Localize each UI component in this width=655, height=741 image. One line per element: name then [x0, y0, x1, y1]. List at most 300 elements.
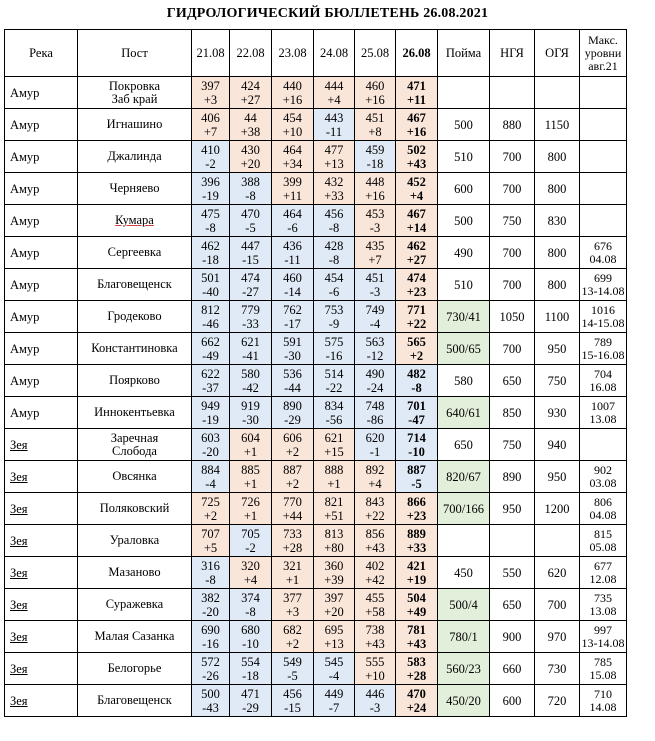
level-value: 446 — [365, 686, 385, 701]
level-value: 949 — [201, 398, 220, 413]
oya-cell: 1100 — [535, 301, 580, 333]
max-level-value: 815 — [594, 526, 612, 541]
nya-cell: 650 — [490, 365, 535, 397]
level-value: 714 — [407, 430, 426, 445]
nya-cell: 950 — [490, 493, 535, 525]
post-name: Гродеково — [107, 309, 162, 323]
max-level-value: 676 — [594, 238, 612, 253]
level-change: +43 — [406, 156, 427, 171]
level-change: -7 — [328, 700, 340, 715]
table-row — [5, 525, 627, 557]
river-cell: Зея — [5, 589, 78, 621]
level-value: 474 — [407, 270, 426, 285]
level-value: 621 — [241, 334, 260, 349]
table-row — [5, 173, 627, 205]
level-change: +43 — [406, 636, 427, 651]
level-cell-day-6 — [396, 685, 438, 717]
max-level-date: 14-15.08 — [581, 315, 625, 330]
level-value: 456 — [283, 686, 302, 701]
level-change: -18 — [366, 156, 384, 171]
post-name-line2: Заб край — [111, 91, 158, 106]
level-cell-day-5 — [355, 429, 396, 461]
level-change: +44 — [282, 508, 303, 523]
level-value: 451 — [365, 270, 385, 285]
level-change: -22 — [325, 380, 343, 395]
header-row — [5, 30, 627, 77]
level-value: 753 — [324, 302, 344, 317]
level-change: +28 — [282, 540, 303, 555]
level-change: +23 — [406, 284, 427, 299]
oya-cell: 700 — [535, 589, 580, 621]
oya-cell: 930 — [535, 397, 580, 429]
level-value: 430 — [241, 142, 260, 157]
level-cell-day-1 — [192, 109, 230, 141]
level-cell-day-6 — [396, 109, 438, 141]
level-value: 454 — [324, 270, 344, 285]
level-change: +2 — [203, 508, 218, 523]
level-value: 502 — [407, 142, 426, 157]
level-cell-day-6 — [396, 493, 438, 525]
level-cell-day-4 — [314, 141, 355, 173]
level-value: 460 — [365, 78, 385, 93]
header-post: Пост — [78, 30, 192, 77]
level-value: 454 — [283, 110, 302, 125]
header-date-5: 25.08 — [355, 30, 396, 77]
level-cell-day-3 — [272, 333, 314, 365]
level-value: 453 — [365, 206, 385, 221]
post-cell — [78, 269, 192, 301]
table-row — [5, 493, 627, 525]
oya-cell: 1200 — [535, 493, 580, 525]
poyma-cell: 510 — [438, 269, 490, 301]
level-change: -16 — [325, 348, 343, 363]
oya-cell: 620 — [535, 557, 580, 589]
oya-cell: 940 — [535, 429, 580, 461]
level-cell-day-2 — [230, 525, 272, 557]
river-cell: Зея — [5, 429, 78, 461]
post-cell — [78, 205, 192, 237]
max-level-cell — [580, 77, 627, 109]
level-cell-day-1 — [192, 173, 230, 205]
level-cell-day-3 — [272, 365, 314, 397]
post-cell — [78, 429, 192, 461]
table-row — [5, 333, 627, 365]
level-change: -4 — [328, 668, 340, 683]
level-cell-day-6 — [396, 205, 438, 237]
level-cell-day-4 — [314, 397, 355, 429]
nya-cell: 600 — [490, 685, 535, 717]
level-value: 726 — [241, 494, 260, 509]
nya-cell: 1050 — [490, 301, 535, 333]
level-change: +1 — [285, 572, 300, 587]
level-cell-day-1 — [192, 237, 230, 269]
header-date-6: 26.08 — [396, 30, 438, 77]
level-value: 856 — [365, 526, 385, 541]
level-change: +2 — [285, 636, 300, 651]
max-level-value: 997 — [594, 622, 612, 637]
level-cell-day-5 — [355, 653, 396, 685]
poyma-cell: 600 — [438, 173, 490, 205]
table-row — [5, 429, 627, 461]
header-date-3: 23.08 — [272, 30, 314, 77]
level-change: +33 — [406, 540, 427, 555]
level-value: 887 — [407, 462, 426, 477]
level-change: +1 — [243, 444, 258, 459]
level-change: +28 — [406, 668, 427, 683]
level-value: 470 — [241, 206, 260, 221]
level-cell-day-6 — [396, 653, 438, 685]
max-level-value: 1007 — [591, 398, 615, 413]
river-cell: Амур — [5, 141, 78, 173]
level-cell-day-2 — [230, 333, 272, 365]
level-cell-day-3 — [272, 77, 314, 109]
level-change: -2 — [205, 156, 216, 171]
level-change: -4 — [369, 316, 381, 331]
level-change: -49 — [202, 348, 219, 363]
post-name: Мазаново — [108, 565, 161, 579]
table-row — [5, 269, 627, 301]
level-cell-day-4 — [314, 301, 355, 333]
level-change: -30 — [242, 412, 259, 427]
level-value: 448 — [365, 174, 385, 189]
level-change: -3 — [369, 700, 381, 715]
level-cell-day-3 — [272, 269, 314, 301]
level-change: -11 — [325, 124, 343, 139]
level-change: +27 — [240, 92, 261, 107]
level-change: -20 — [202, 444, 219, 459]
bulletin-title: ГИДРОЛОГИЧЕСКИЙ БЮЛЛЕТЕНЬ 26.08.2021 — [166, 6, 489, 21]
level-cell-day-5 — [355, 205, 396, 237]
river-cell: Амур — [5, 301, 78, 333]
nya-cell: 700 — [490, 237, 535, 269]
max-level-value: 806 — [594, 494, 612, 509]
level-cell-day-2 — [230, 621, 272, 653]
level-change: +14 — [406, 220, 427, 235]
level-cell-day-3 — [272, 589, 314, 621]
level-value: 705 — [241, 526, 260, 541]
level-change: -46 — [202, 316, 219, 331]
level-cell-day-5 — [355, 525, 396, 557]
river-cell: Амур — [5, 397, 78, 429]
header-oya: ОГЯ — [535, 30, 580, 77]
level-change: -8 — [411, 380, 422, 395]
level-cell-day-2 — [230, 429, 272, 461]
level-change: +2 — [409, 348, 424, 363]
level-change: -44 — [284, 380, 301, 395]
level-change: -33 — [242, 316, 259, 331]
post-name: Благовещенск — [97, 277, 172, 291]
poyma-cell: 640/61 — [438, 397, 490, 429]
level-value: 459 — [365, 142, 385, 157]
post-name: Белогорье — [107, 661, 162, 675]
nya-cell: 700 — [490, 173, 535, 205]
level-change: -15 — [242, 252, 259, 267]
level-cell-day-3 — [272, 429, 314, 461]
level-change: +11 — [282, 188, 303, 203]
poyma-cell: 820/67 — [438, 461, 490, 493]
level-change: -12 — [366, 348, 384, 363]
max-level-cell — [580, 301, 627, 333]
post-name: Заречная — [110, 430, 159, 445]
oya-cell: 720 — [535, 685, 580, 717]
level-value: 690 — [201, 622, 220, 637]
poyma-cell: 500/65 — [438, 333, 490, 365]
level-change: -1 — [369, 444, 381, 459]
level-value: 514 — [324, 366, 344, 381]
level-change: +23 — [406, 508, 427, 523]
level-change: +43 — [365, 636, 385, 651]
max-level-date: 05.08 — [589, 539, 617, 554]
level-value: 462 — [407, 238, 426, 253]
max-level-date: 04.08 — [589, 251, 617, 266]
level-change: -8 — [328, 220, 340, 235]
oya-cell: 800 — [535, 237, 580, 269]
nya-cell — [490, 525, 535, 557]
level-cell-day-1 — [192, 525, 230, 557]
post-name: Джалинда — [107, 149, 162, 163]
max-level-cell — [580, 653, 627, 685]
level-value: 475 — [201, 206, 220, 221]
river-cell: Зея — [5, 493, 78, 525]
level-value: 695 — [324, 622, 344, 637]
level-value: 919 — [241, 398, 260, 413]
level-cell-day-6 — [396, 365, 438, 397]
level-value: 471 — [241, 686, 260, 701]
post-cell — [78, 685, 192, 717]
post-cell — [78, 333, 192, 365]
level-value: 749 — [365, 302, 385, 317]
level-cell-day-6 — [396, 589, 438, 621]
nya-cell — [490, 77, 535, 109]
level-cell-day-6 — [396, 269, 438, 301]
river-cell: Амур — [5, 109, 78, 141]
level-cell-day-4 — [314, 589, 355, 621]
level-change: +22 — [406, 316, 427, 331]
max-level-date: 15-16.08 — [581, 347, 625, 362]
header-max-line1: Макс. — [588, 32, 618, 47]
level-value: 455 — [365, 590, 385, 605]
poyma-cell: 780/1 — [438, 621, 490, 653]
level-change: +16 — [365, 92, 385, 107]
table-row — [5, 461, 627, 493]
level-change: +20 — [324, 604, 344, 619]
level-cell-day-1 — [192, 589, 230, 621]
post-name: Игнашино — [106, 117, 163, 131]
level-change: -10 — [408, 444, 425, 459]
post-name: Благовещенск — [97, 693, 172, 707]
level-value: 680 — [241, 622, 260, 637]
level-cell-day-6 — [396, 333, 438, 365]
max-level-cell — [580, 333, 627, 365]
post-cell — [78, 589, 192, 621]
header-date-2: 22.08 — [230, 30, 272, 77]
level-change: -16 — [202, 636, 219, 651]
post-name: Покровка — [108, 78, 161, 93]
level-cell-day-5 — [355, 269, 396, 301]
level-cell-day-3 — [272, 653, 314, 685]
level-cell-day-2 — [230, 269, 272, 301]
level-change: -3 — [369, 284, 381, 299]
max-level-cell — [580, 205, 627, 237]
level-change: +13 — [324, 636, 344, 651]
level-value: 555 — [365, 654, 385, 669]
river-cell: Амур — [5, 237, 78, 269]
oya-cell: 970 — [535, 621, 580, 653]
level-value: 662 — [201, 334, 220, 349]
level-value: 474 — [241, 270, 260, 285]
level-value: 388 — [241, 174, 260, 189]
level-change: -27 — [242, 284, 259, 299]
level-cell-day-4 — [314, 653, 355, 685]
table-row — [5, 557, 627, 589]
level-cell-day-6 — [396, 429, 438, 461]
level-cell-day-1 — [192, 653, 230, 685]
post-name: Черняево — [109, 181, 160, 195]
level-value: 738 — [365, 622, 385, 637]
oya-cell: 800 — [535, 141, 580, 173]
max-level-date: 13.08 — [589, 603, 617, 618]
max-level-date: 13.08 — [589, 411, 617, 426]
poyma-cell: 580 — [438, 365, 490, 397]
level-value: 396 — [201, 174, 220, 189]
level-value: 565 — [407, 334, 426, 349]
level-value: 316 — [201, 558, 220, 573]
nya-cell: 700 — [490, 141, 535, 173]
level-cell-day-4 — [314, 493, 355, 525]
level-value: 382 — [201, 590, 220, 605]
level-value: 467 — [407, 110, 426, 125]
level-cell-day-1 — [192, 77, 230, 109]
level-value: 471 — [407, 78, 426, 93]
level-cell-day-3 — [272, 301, 314, 333]
level-change: -19 — [202, 188, 219, 203]
poyma-cell — [438, 77, 490, 109]
level-change: +4 — [327, 92, 341, 107]
level-cell-day-6 — [396, 237, 438, 269]
level-cell-day-5 — [355, 493, 396, 525]
max-level-date: 14.08 — [589, 699, 617, 714]
level-value: 406 — [201, 110, 220, 125]
river-cell: Зея — [5, 621, 78, 653]
level-change: +2 — [285, 476, 300, 491]
nya-cell: 660 — [490, 653, 535, 685]
max-level-date: 03.08 — [589, 475, 617, 490]
level-change: +16 — [365, 188, 385, 203]
level-cell-day-2 — [230, 461, 272, 493]
poyma-cell: 700/166 — [438, 493, 490, 525]
level-change: -8 — [245, 188, 256, 203]
level-cell-day-5 — [355, 621, 396, 653]
poyma-cell: 730/41 — [438, 301, 490, 333]
river-cell: Зея — [5, 653, 78, 685]
level-cell-day-6 — [396, 141, 438, 173]
level-value: 762 — [283, 302, 302, 317]
level-value: 779 — [241, 302, 260, 317]
level-value: 701 — [407, 398, 426, 413]
level-value: 812 — [201, 302, 220, 317]
level-cell-day-1 — [192, 621, 230, 653]
post-name: Ураловка — [109, 533, 160, 547]
level-value: 320 — [241, 558, 260, 573]
table-row — [5, 301, 627, 333]
level-cell-day-6 — [396, 397, 438, 429]
post-cell — [78, 653, 192, 685]
level-value: 477 — [324, 142, 344, 157]
post-name: Поляковский — [99, 501, 170, 515]
level-change: +24 — [406, 700, 427, 715]
nya-cell: 650 — [490, 589, 535, 621]
level-cell-day-3 — [272, 461, 314, 493]
level-value: 397 — [324, 590, 344, 605]
level-cell-day-4 — [314, 109, 355, 141]
level-cell-day-2 — [230, 205, 272, 237]
max-level-date: 13-14.08 — [581, 635, 625, 650]
level-change: -6 — [287, 220, 298, 235]
poyma-cell: 500 — [438, 205, 490, 237]
level-change: -10 — [242, 636, 259, 651]
level-value: 813 — [324, 526, 344, 541]
post-cell — [78, 365, 192, 397]
level-value: 436 — [283, 238, 302, 253]
level-value: 421 — [407, 558, 426, 573]
post-name: Поярково — [109, 373, 160, 387]
level-cell-day-5 — [355, 109, 396, 141]
level-cell-day-4 — [314, 557, 355, 589]
oya-cell: 750 — [535, 365, 580, 397]
level-cell-day-4 — [314, 461, 355, 493]
max-level-value: 704 — [594, 366, 612, 381]
level-value: 490 — [365, 366, 385, 381]
level-change: -42 — [242, 380, 259, 395]
post-cell — [78, 397, 192, 429]
level-value: 580 — [241, 366, 260, 381]
max-level-cell — [580, 493, 627, 525]
level-value: 482 — [407, 366, 426, 381]
level-cell-day-5 — [355, 365, 396, 397]
river-cell: Зея — [5, 557, 78, 589]
level-value: 563 — [365, 334, 385, 349]
level-value: 443 — [324, 110, 344, 125]
table-row — [5, 109, 627, 141]
level-change: -9 — [328, 316, 340, 331]
level-value: 501 — [201, 270, 220, 285]
level-cell-day-6 — [396, 173, 438, 205]
level-cell-day-3 — [272, 685, 314, 717]
post-name: Овсянка — [112, 469, 157, 483]
max-level-cell — [580, 621, 627, 653]
level-change: -24 — [366, 380, 384, 395]
level-value: 583 — [407, 654, 426, 669]
max-level-value: 789 — [594, 334, 612, 349]
header-max-levels — [580, 30, 627, 77]
level-value: 682 — [283, 622, 302, 637]
max-level-date: 15.08 — [589, 667, 617, 682]
level-cell-day-3 — [272, 237, 314, 269]
level-cell-day-6 — [396, 525, 438, 557]
post-name: Сергеевка — [107, 245, 162, 259]
max-level-value: 710 — [594, 686, 612, 701]
level-cell-day-1 — [192, 493, 230, 525]
level-change: -8 — [205, 572, 216, 587]
level-value: 621 — [324, 430, 344, 445]
post-cell — [78, 621, 192, 653]
max-level-value: 677 — [594, 558, 612, 573]
level-value: 733 — [283, 526, 302, 541]
level-value: 781 — [407, 622, 426, 637]
level-cell-day-1 — [192, 557, 230, 589]
level-value: 892 — [365, 462, 385, 477]
level-value: 504 — [407, 590, 426, 605]
